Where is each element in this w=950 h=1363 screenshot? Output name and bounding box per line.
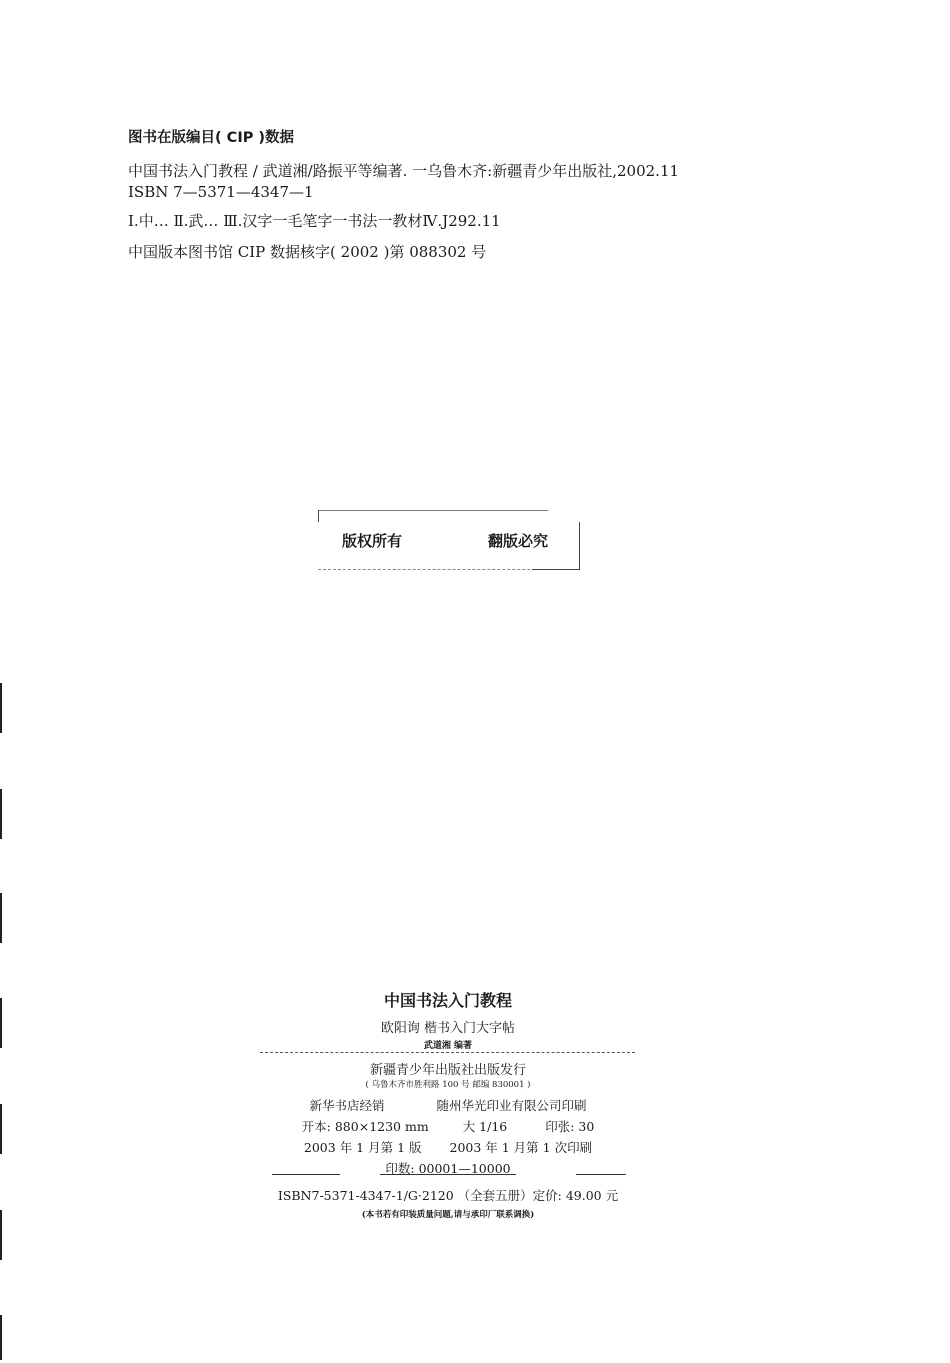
divider-rule [272,1174,340,1175]
colophon-address: ( 乌鲁木齐市胜利路 100 号 邮编 830001 ) [365,1080,531,1090]
margin-mark [0,893,2,943]
colophon-isbn-price: ISBN7-5371-4347-1/G·2120 （全套五册）定价: 49.00 元 [277,1188,619,1203]
colophon-sheets: 印张: 30 [545,1119,595,1134]
colophon-format-row [248,1117,648,1135]
colophon-edition: 2003 年 1 月第 1 版 [303,1140,422,1155]
margin-mark [0,683,2,733]
colophon-distributor: 新华书店经销 [309,1098,385,1113]
colophon-publisher: 新疆青少年出版社出版发行 [369,1063,526,1078]
colophon-printer: 随州华光印业有限公司印刷 [436,1098,587,1113]
colophon-author: 武道湘 编著 [423,1041,473,1051]
colophon-printing: 2003 年 1 月第 1 次印刷 [449,1140,593,1155]
colophon-title: 中国书法入门教程 [383,991,512,1010]
cip-line-record-number: 中国版本图书馆 CIP 数据核字( 2002 )第 088302 号 [128,243,487,261]
divider-rule [380,1174,516,1175]
colophon-size: 大 1/16 [462,1119,508,1134]
colophon-notice: (本书若有印装质量问题,请与承印厂联系调换) [361,1210,535,1220]
margin-mark [0,789,2,839]
copyright-box [318,510,580,570]
box-left-tick [318,510,319,522]
cip-line-title: 中国书法入门教程 / 武道湘/路振平等编著. 一乌鲁木齐:新疆青少年出版社,2002.11 [128,162,680,180]
cip-line-isbn: ISBN 7—5371—4347—1 [128,183,314,201]
divider-rule [576,1174,626,1175]
margin-mark [0,1210,2,1260]
divider-rule [260,1052,635,1053]
copyright-reserved-text: 版权所有 [342,532,403,550]
colophon-format: 开本: 880×1230 mm [301,1119,429,1134]
box-bottom-solid [532,569,580,570]
colophon-subtitle: 欧阳询 楷书入门大字帖 [380,1021,516,1036]
cip-heading: 图书在版编目( CIP )数据 [128,130,295,146]
box-right-edge [579,522,580,570]
box-top-rule [318,510,548,511]
margin-mark [0,1315,2,1360]
colophon-print-run: 印数: 00001—10000 [385,1161,511,1176]
colophon-edition-row [248,1138,648,1156]
piracy-warning-text: 翻版必究 [488,532,549,550]
margin-mark [0,998,2,1048]
colophon-distribution-row [248,1096,648,1114]
cip-line-classification: Ⅰ.中… Ⅱ.武… Ⅲ.汉字一毛笔字一书法一教材Ⅳ.J292.11 [128,212,501,230]
margin-mark [0,1104,2,1154]
